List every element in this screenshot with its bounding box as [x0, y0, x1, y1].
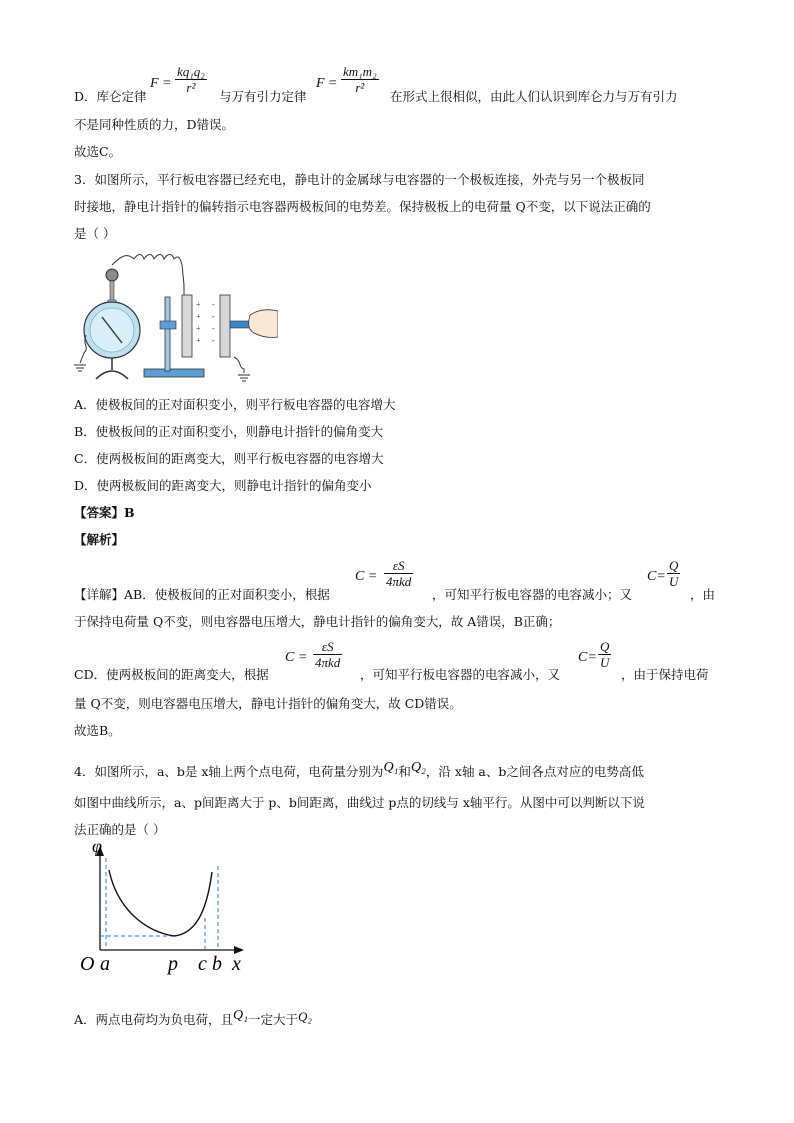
- capacitor-stand-pole: [165, 297, 170, 371]
- hand: [249, 310, 278, 338]
- svg-text:+: +: [196, 324, 201, 333]
- svg-text:-: -: [212, 324, 215, 333]
- cd-capacitance-lhs: C =: [285, 650, 308, 665]
- q3-option-c: C．使两极板间的距离变大，则平行板电容器的电容增大: [74, 451, 384, 466]
- q3-stem-line2: 时接地，静电计指针的偏转指示电容器两极板间的电势差。保持极板上的电荷量 Q不变，以下说法正确的: [74, 199, 651, 214]
- cd-capacitance-den: 4πkd: [315, 655, 341, 670]
- q4-option-a: [74, 1008, 312, 1029]
- q4-option-a-prefix: A．两点电荷均为负电荷，且: [74, 1012, 234, 1027]
- q2-d-suffix: 在形式上很相似，由此人们认识到库仑力与万有引力: [390, 89, 678, 104]
- q2-choose: 故选C。: [74, 144, 122, 159]
- q-over-u-lhs: C=: [647, 569, 666, 584]
- label-p: p: [168, 953, 178, 975]
- capacitance-formula-lhs: C =: [355, 569, 378, 584]
- q4-option-a-q1: Q₁: [233, 1008, 249, 1023]
- q2-d-prefix: D．库仑定律: [74, 89, 147, 104]
- q2-d-line2: 不是同种性质的力，D错误。: [74, 117, 235, 132]
- cd-capacitance-num: εS: [321, 639, 334, 654]
- q3-stem-line3: 是（ ）: [74, 226, 116, 241]
- q3-detail-end: [690, 587, 715, 603]
- coulomb-lhs: F =: [150, 76, 172, 91]
- q3-cd-mid-text: ，可知平行板电容器的电容减小，又: [360, 667, 561, 682]
- potential-graph: [78, 842, 258, 978]
- svg-text:+: +: [196, 336, 201, 345]
- capacitance-formula-num: εS: [392, 558, 405, 573]
- coulomb-fraction: [175, 64, 207, 95]
- q4-q2: Q₂: [410, 760, 426, 775]
- capacitor-stand-base: [144, 369, 204, 377]
- connecting-wire: [112, 255, 184, 298]
- q3-detail-end-text: ，由: [690, 587, 716, 602]
- ground-wire-right: [234, 357, 244, 373]
- cd-q-over-u-fraction: [598, 639, 611, 670]
- q3-answer-label: 【答案】B: [74, 505, 135, 520]
- q4-q1: Q₁: [383, 760, 399, 775]
- cd-q-over-u-den: U: [600, 655, 610, 670]
- q4-option-a-mid: 一定大于: [248, 1012, 299, 1027]
- q3-cd-prefix: CD．使两极板间的距离变大，根据: [74, 667, 269, 682]
- q4-stem-line1: [74, 760, 644, 781]
- svg-text:-: -: [212, 300, 215, 309]
- label-phi: φ: [92, 842, 102, 856]
- label-x: x: [232, 953, 241, 975]
- cd-q-over-u-lhs: C=: [578, 650, 597, 665]
- svg-text:+: +: [196, 312, 201, 321]
- label-c: c: [198, 953, 207, 975]
- electroscope-capacitor-figure: [72, 245, 278, 385]
- gravitation-denominator: r²: [341, 79, 379, 95]
- q3-detail-line2: 于保持电荷量 Q不变，则电容器电压增大，静电计指针的偏角变大，故 A错误，B正确；: [74, 614, 561, 629]
- q3-cd-end-text: ，由于保持电荷: [621, 667, 709, 682]
- electroscope-ball: [106, 269, 118, 281]
- q4-stem-prefix: 4．如图所示，a、b是 x轴上两个点电荷，电荷量分别为: [74, 764, 384, 779]
- q3-analysis-label: 【解析】: [74, 532, 125, 547]
- q4-stem-suffix: ，沿 x轴 a、b之间各点对应的电势高低: [425, 764, 644, 779]
- q2-mid-label: 与万有引力定律: [219, 89, 307, 104]
- q3-cd-line1: [74, 667, 269, 683]
- q4-stem-line2: 如图中曲线所示，a、p间距离大于 p、b间距离，曲线过 p点的切线与 x轴平行。从图中可以判断以下说: [74, 795, 645, 810]
- gravitation-numerator: km₁m₂: [343, 64, 377, 79]
- q3-detail-prefix: 【详解】AB．使极板间的正对面积变小，根据: [74, 587, 330, 602]
- capacitance-formula-fraction: [384, 558, 413, 589]
- label-b: b: [212, 953, 222, 975]
- capacitor-plate-left: [182, 295, 192, 357]
- q3-choose: 故选B。: [74, 723, 121, 738]
- svg-text:+: +: [196, 300, 201, 309]
- q3-option-a: A．使极板间的正对面积变小，则平行板电容器的电容增大: [74, 397, 396, 412]
- q3-detail-line1: [74, 587, 330, 603]
- ground-wire-left: [80, 335, 86, 363]
- q3-detail-mid: [432, 587, 632, 603]
- q-over-u-fraction: [667, 558, 680, 589]
- q2-mid-text: [219, 89, 307, 105]
- q2-option-d-line1: [74, 89, 147, 105]
- q3-option-d: D．使两极板间的距离变大，则静电计指针的偏角变小: [74, 478, 372, 493]
- q3-cd-end: [621, 667, 709, 683]
- svg-text:-: -: [212, 312, 215, 321]
- label-a: a: [100, 953, 110, 975]
- q3-detail-mid-text: ，可知平行板电容器的电容减小；又: [432, 587, 633, 602]
- q3-cd-line2: 量 Q不变，则电容器电压增大，静电计指针的偏角变大，故 CD错误。: [74, 696, 462, 711]
- q2-d-suffix-line: [390, 89, 678, 105]
- q4-and: 和: [398, 764, 411, 779]
- grav-lhs: F =: [316, 76, 338, 91]
- cd-q-over-u-num: Q: [600, 639, 610, 654]
- coulomb-denominator: r²: [175, 79, 207, 95]
- capacitance-formula-den: 4πkd: [386, 574, 412, 589]
- q3-stem-line1: 3．如图所示，平行板电容器已经充电，静电计的金属球与电容器的一个极板连接，外壳与另一个极板同: [74, 172, 645, 187]
- q4-option-a-q2: Q₂: [298, 1009, 312, 1024]
- svg-text:-: -: [212, 336, 215, 345]
- q-over-u-den: U: [669, 574, 679, 589]
- potential-curve: [109, 870, 212, 936]
- gravitation-fraction: [341, 64, 379, 95]
- cd-capacitance-fraction: [313, 639, 342, 670]
- q3-cd-mid: [360, 667, 560, 683]
- label-origin: O: [80, 953, 95, 975]
- q4-stem-line3: 法正确的是（ ）: [74, 822, 166, 837]
- capacitor-plate-right: [220, 295, 230, 357]
- q3-option-b: B．使极板间的正对面积变小，则静电计指针的偏角变大: [74, 424, 384, 439]
- coulomb-numerator: kq₁q₂: [177, 64, 205, 79]
- q-over-u-num: Q: [669, 558, 679, 573]
